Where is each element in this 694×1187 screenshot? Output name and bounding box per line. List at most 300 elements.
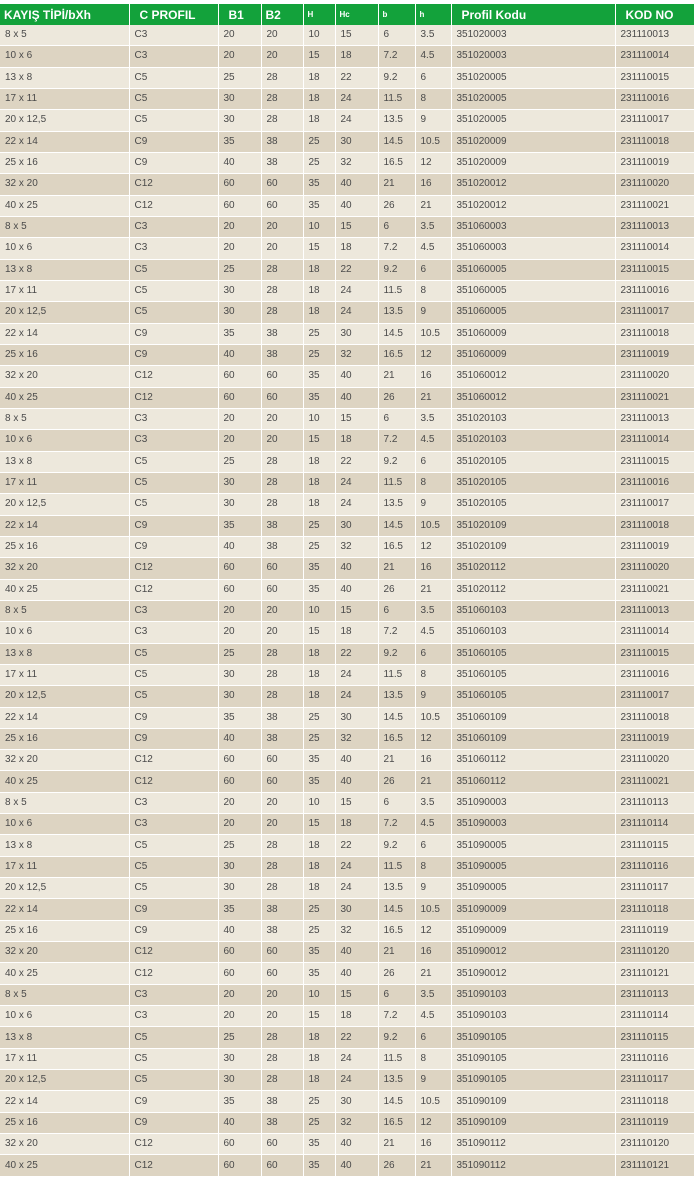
h-cell: 18 [303, 494, 335, 515]
table-row [0, 792, 694, 813]
column-header-b2: B2 [261, 4, 303, 25]
b-cell: 14.5 [378, 323, 415, 344]
h-small-cell: 3.5 [415, 216, 451, 237]
b1-cell: 20 [218, 1006, 261, 1027]
profile-code-cell: 351060012 [451, 366, 615, 387]
column-header-belt-type: KAYIŞ TİPİ/bXh [0, 4, 129, 25]
belt-type-cell: 10 x 6 [0, 622, 129, 643]
column-header-h: H [303, 4, 335, 25]
profile-code-cell: 351060003 [451, 238, 615, 259]
table-row [0, 387, 694, 408]
hc-cell: 32 [335, 536, 378, 557]
profile-code-cell: 351020003 [451, 25, 615, 46]
b1-cell: 20 [218, 622, 261, 643]
h-small-cell: 3.5 [415, 25, 451, 46]
table-row [0, 984, 694, 1005]
profile-code-cell: 351090005 [451, 878, 615, 899]
h-cell: 15 [303, 46, 335, 67]
belt-type-cell: 20 x 12,5 [0, 110, 129, 131]
h-cell: 18 [303, 67, 335, 88]
b1-cell: 60 [218, 174, 261, 195]
b-cell: 13.5 [378, 878, 415, 899]
h-cell: 35 [303, 771, 335, 792]
b-cell: 26 [378, 195, 415, 216]
code-no-cell: 231110020 [615, 558, 694, 579]
table-row [0, 1155, 694, 1176]
b2-cell: 28 [261, 835, 303, 856]
profile-code-cell: 351020109 [451, 515, 615, 536]
belt-type-cell: 13 x 8 [0, 835, 129, 856]
h-small-cell: 21 [415, 771, 451, 792]
h-small-cell: 8 [415, 1048, 451, 1069]
b-cell: 6 [378, 408, 415, 429]
code-no-cell: 231110119 [615, 1112, 694, 1133]
profile-code-cell: 351090012 [451, 942, 615, 963]
code-no-cell: 231110114 [615, 814, 694, 835]
h-cell: 25 [303, 131, 335, 152]
profile-code-cell: 351020012 [451, 195, 615, 216]
profile-code-cell: 351020003 [451, 46, 615, 67]
b1-cell: 25 [218, 451, 261, 472]
b2-cell: 60 [261, 750, 303, 771]
c-profile-cell: C9 [129, 728, 218, 749]
h-small-cell: 16 [415, 558, 451, 579]
b-cell: 16.5 [378, 1112, 415, 1133]
code-no-cell: 231110117 [615, 878, 694, 899]
c-profile-cell: C12 [129, 1134, 218, 1155]
hc-cell: 15 [335, 792, 378, 813]
b2-cell: 28 [261, 878, 303, 899]
h-cell: 15 [303, 1006, 335, 1027]
b1-cell: 30 [218, 878, 261, 899]
hc-cell: 30 [335, 131, 378, 152]
h-small-cell: 9 [415, 686, 451, 707]
h-cell: 35 [303, 174, 335, 195]
hc-cell: 24 [335, 280, 378, 301]
c-profile-cell: C9 [129, 515, 218, 536]
b2-cell: 20 [261, 792, 303, 813]
h-cell: 25 [303, 1112, 335, 1133]
b-cell: 7.2 [378, 814, 415, 835]
code-no-cell: 231110018 [615, 707, 694, 728]
b1-cell: 30 [218, 664, 261, 685]
c-profile-cell: C3 [129, 600, 218, 621]
c-profile-cell: C5 [129, 878, 218, 899]
hc-cell: 40 [335, 750, 378, 771]
code-no-cell: 231110018 [615, 515, 694, 536]
b2-cell: 38 [261, 536, 303, 557]
code-no-cell: 231110013 [615, 600, 694, 621]
profile-code-cell: 351060012 [451, 387, 615, 408]
b1-cell: 60 [218, 1134, 261, 1155]
c-profile-cell: C5 [129, 494, 218, 515]
c-profile-cell: C12 [129, 771, 218, 792]
b-cell: 13.5 [378, 110, 415, 131]
b2-cell: 28 [261, 110, 303, 131]
h-small-cell: 6 [415, 1027, 451, 1048]
h-cell: 18 [303, 1048, 335, 1069]
c-profile-cell: C5 [129, 451, 218, 472]
b1-cell: 30 [218, 1048, 261, 1069]
table-row [0, 323, 694, 344]
belt-type-cell: 10 x 6 [0, 430, 129, 451]
belt-type-cell: 40 x 25 [0, 387, 129, 408]
b-cell: 11.5 [378, 280, 415, 301]
c-profile-cell: C5 [129, 67, 218, 88]
table-row [0, 600, 694, 621]
b2-cell: 38 [261, 1091, 303, 1112]
b-cell: 26 [378, 963, 415, 984]
table-row [0, 302, 694, 323]
h-cell: 18 [303, 88, 335, 109]
c-profile-cell: C3 [129, 792, 218, 813]
table-row [0, 238, 694, 259]
h-small-cell: 21 [415, 195, 451, 216]
h-small-cell: 8 [415, 472, 451, 493]
b2-cell: 60 [261, 1134, 303, 1155]
b1-cell: 20 [218, 430, 261, 451]
code-no-cell: 231110021 [615, 195, 694, 216]
table-row [0, 878, 694, 899]
table-row [0, 494, 694, 515]
belt-type-cell: 8 x 5 [0, 216, 129, 237]
h-cell: 25 [303, 920, 335, 941]
b1-cell: 35 [218, 515, 261, 536]
belt-type-cell: 20 x 12,5 [0, 1070, 129, 1091]
hc-cell: 40 [335, 942, 378, 963]
b2-cell: 28 [261, 259, 303, 280]
c-profile-cell: C12 [129, 579, 218, 600]
h-cell: 10 [303, 216, 335, 237]
b-cell: 7.2 [378, 1006, 415, 1027]
c-profile-cell: C3 [129, 216, 218, 237]
code-no-cell: 231110115 [615, 1027, 694, 1048]
b1-cell: 20 [218, 600, 261, 621]
b1-cell: 35 [218, 707, 261, 728]
b2-cell: 60 [261, 366, 303, 387]
code-no-cell: 231110019 [615, 152, 694, 173]
belt-type-cell: 17 x 11 [0, 664, 129, 685]
hc-cell: 22 [335, 67, 378, 88]
h-cell: 10 [303, 600, 335, 621]
hc-cell: 24 [335, 1070, 378, 1091]
c-profile-cell: C3 [129, 622, 218, 643]
c-profile-cell: C9 [129, 920, 218, 941]
belt-type-cell: 8 x 5 [0, 600, 129, 621]
c-profile-cell: C9 [129, 1091, 218, 1112]
code-no-cell: 231110014 [615, 238, 694, 259]
b1-cell: 20 [218, 25, 261, 46]
b-cell: 7.2 [378, 430, 415, 451]
h-small-cell: 12 [415, 920, 451, 941]
table-row [0, 515, 694, 536]
h-cell: 25 [303, 323, 335, 344]
hc-cell: 24 [335, 110, 378, 131]
hc-cell: 32 [335, 728, 378, 749]
table-row [0, 366, 694, 387]
belt-type-cell: 8 x 5 [0, 408, 129, 429]
b1-cell: 60 [218, 195, 261, 216]
b1-cell: 35 [218, 323, 261, 344]
profile-code-cell: 351090105 [451, 1048, 615, 1069]
table-row [0, 1112, 694, 1133]
h-cell: 35 [303, 387, 335, 408]
hc-cell: 24 [335, 664, 378, 685]
c-profile-cell: C9 [129, 1112, 218, 1133]
hc-cell: 32 [335, 152, 378, 173]
b1-cell: 30 [218, 472, 261, 493]
table-row [0, 259, 694, 280]
h-cell: 18 [303, 259, 335, 280]
code-no-cell: 231110016 [615, 472, 694, 493]
c-profile-cell: C3 [129, 25, 218, 46]
code-no-cell: 231110117 [615, 1070, 694, 1091]
belt-type-cell: 32 x 20 [0, 942, 129, 963]
b-cell: 9.2 [378, 67, 415, 88]
b1-cell: 20 [218, 238, 261, 259]
b1-cell: 20 [218, 216, 261, 237]
b-cell: 21 [378, 558, 415, 579]
h-cell: 15 [303, 430, 335, 451]
b2-cell: 28 [261, 686, 303, 707]
belt-type-cell: 32 x 20 [0, 750, 129, 771]
code-no-cell: 231110121 [615, 963, 694, 984]
b2-cell: 38 [261, 707, 303, 728]
b-cell: 16.5 [378, 152, 415, 173]
hc-cell: 18 [335, 1006, 378, 1027]
profile-code-cell: 351020012 [451, 174, 615, 195]
profile-code-cell: 351020103 [451, 408, 615, 429]
b1-cell: 40 [218, 920, 261, 941]
c-profile-cell: C12 [129, 750, 218, 771]
b1-cell: 60 [218, 963, 261, 984]
c-profile-cell: C5 [129, 280, 218, 301]
h-small-cell: 9 [415, 302, 451, 323]
b1-cell: 25 [218, 643, 261, 664]
table-row [0, 174, 694, 195]
table-row [0, 1027, 694, 1048]
h-cell: 35 [303, 750, 335, 771]
b-cell: 13.5 [378, 1070, 415, 1091]
b2-cell: 28 [261, 88, 303, 109]
table-row [0, 430, 694, 451]
table-row [0, 536, 694, 557]
b-cell: 6 [378, 25, 415, 46]
h-cell: 18 [303, 472, 335, 493]
profile-code-cell: 351090003 [451, 814, 615, 835]
h-cell: 18 [303, 686, 335, 707]
b2-cell: 28 [261, 1070, 303, 1091]
hc-cell: 24 [335, 88, 378, 109]
h-small-cell: 8 [415, 280, 451, 301]
b1-cell: 60 [218, 1155, 261, 1176]
profile-code-cell: 351060105 [451, 686, 615, 707]
h-small-cell: 6 [415, 643, 451, 664]
code-no-cell: 231110113 [615, 792, 694, 813]
b1-cell: 30 [218, 88, 261, 109]
h-cell: 18 [303, 664, 335, 685]
hc-cell: 30 [335, 899, 378, 920]
c-profile-cell: C3 [129, 238, 218, 259]
h-small-cell: 9 [415, 110, 451, 131]
hc-cell: 32 [335, 1112, 378, 1133]
b-cell: 11.5 [378, 664, 415, 685]
code-no-cell: 231110118 [615, 899, 694, 920]
c-profile-cell: C5 [129, 259, 218, 280]
table-row [0, 750, 694, 771]
belt-type-cell: 25 x 16 [0, 728, 129, 749]
b1-cell: 40 [218, 152, 261, 173]
h-cell: 18 [303, 302, 335, 323]
c-profile-cell: C12 [129, 174, 218, 195]
hc-cell: 22 [335, 451, 378, 472]
code-no-cell: 231110017 [615, 686, 694, 707]
b-cell: 16.5 [378, 344, 415, 365]
hc-cell: 40 [335, 366, 378, 387]
b-cell: 13.5 [378, 494, 415, 515]
b1-cell: 20 [218, 792, 261, 813]
profile-code-cell: 351060009 [451, 344, 615, 365]
profile-code-cell: 351090109 [451, 1091, 615, 1112]
profile-code-cell: 351090009 [451, 899, 615, 920]
b2-cell: 20 [261, 622, 303, 643]
b1-cell: 25 [218, 835, 261, 856]
hc-cell: 40 [335, 771, 378, 792]
h-small-cell: 9 [415, 1070, 451, 1091]
h-small-cell: 10.5 [415, 899, 451, 920]
b1-cell: 60 [218, 366, 261, 387]
h-small-cell: 10.5 [415, 323, 451, 344]
belt-type-cell: 10 x 6 [0, 238, 129, 259]
code-no-cell: 231110017 [615, 494, 694, 515]
c-profile-cell: C12 [129, 366, 218, 387]
b2-cell: 38 [261, 323, 303, 344]
c-profile-cell: C5 [129, 110, 218, 131]
belt-type-cell: 20 x 12,5 [0, 302, 129, 323]
h-small-cell: 16 [415, 1134, 451, 1155]
b2-cell: 28 [261, 664, 303, 685]
h-small-cell: 10.5 [415, 515, 451, 536]
profile-code-cell: 351060005 [451, 302, 615, 323]
b2-cell: 20 [261, 600, 303, 621]
c-profile-cell: C3 [129, 1006, 218, 1027]
table-row [0, 1048, 694, 1069]
profile-code-cell: 351020009 [451, 131, 615, 152]
b2-cell: 60 [261, 558, 303, 579]
b-cell: 21 [378, 750, 415, 771]
column-header-h-small: h [415, 4, 451, 25]
belt-type-cell: 17 x 11 [0, 1048, 129, 1069]
c-profile-cell: C5 [129, 835, 218, 856]
table-header-row [0, 4, 694, 25]
code-no-cell: 231110021 [615, 579, 694, 600]
b1-cell: 60 [218, 942, 261, 963]
belt-type-cell: 25 x 16 [0, 1112, 129, 1133]
c-profile-cell: C5 [129, 856, 218, 877]
profile-code-cell: 351060112 [451, 750, 615, 771]
h-small-cell: 4.5 [415, 814, 451, 835]
b-cell: 26 [378, 579, 415, 600]
c-profile-cell: C9 [129, 536, 218, 557]
b2-cell: 38 [261, 131, 303, 152]
c-profile-cell: C12 [129, 1155, 218, 1176]
profile-code-cell: 351090103 [451, 984, 615, 1005]
h-cell: 18 [303, 451, 335, 472]
belt-type-cell: 17 x 11 [0, 472, 129, 493]
table-row [0, 1134, 694, 1155]
b2-cell: 28 [261, 643, 303, 664]
b1-cell: 40 [218, 344, 261, 365]
belt-type-cell: 25 x 16 [0, 152, 129, 173]
code-no-cell: 231110020 [615, 366, 694, 387]
column-header-b: b [378, 4, 415, 25]
code-no-cell: 231110118 [615, 1091, 694, 1112]
belt-type-cell: 22 x 14 [0, 899, 129, 920]
table-row [0, 408, 694, 429]
b1-cell: 20 [218, 408, 261, 429]
b-cell: 7.2 [378, 238, 415, 259]
b-cell: 9.2 [378, 1027, 415, 1048]
b-cell: 21 [378, 174, 415, 195]
b2-cell: 28 [261, 451, 303, 472]
h-small-cell: 8 [415, 664, 451, 685]
code-no-cell: 231110013 [615, 408, 694, 429]
b2-cell: 60 [261, 963, 303, 984]
b-cell: 9.2 [378, 835, 415, 856]
b1-cell: 30 [218, 494, 261, 515]
code-no-cell: 231110017 [615, 110, 694, 131]
b1-cell: 30 [218, 280, 261, 301]
b2-cell: 20 [261, 984, 303, 1005]
h-cell: 15 [303, 814, 335, 835]
b1-cell: 25 [218, 1027, 261, 1048]
table-row [0, 920, 694, 941]
h-small-cell: 6 [415, 67, 451, 88]
h-small-cell: 12 [415, 728, 451, 749]
belt-type-cell: 22 x 14 [0, 515, 129, 536]
b-cell: 16.5 [378, 728, 415, 749]
h-small-cell: 12 [415, 344, 451, 365]
h-cell: 18 [303, 878, 335, 899]
belt-type-cell: 20 x 12,5 [0, 686, 129, 707]
code-no-cell: 231110015 [615, 67, 694, 88]
h-small-cell: 4.5 [415, 622, 451, 643]
b2-cell: 28 [261, 280, 303, 301]
b1-cell: 40 [218, 1112, 261, 1133]
code-no-cell: 231110021 [615, 771, 694, 792]
b2-cell: 60 [261, 195, 303, 216]
h-cell: 15 [303, 238, 335, 259]
b2-cell: 60 [261, 942, 303, 963]
b2-cell: 20 [261, 814, 303, 835]
b2-cell: 28 [261, 494, 303, 515]
h-small-cell: 3.5 [415, 408, 451, 429]
b-cell: 21 [378, 942, 415, 963]
b-cell: 21 [378, 366, 415, 387]
h-cell: 10 [303, 25, 335, 46]
h-cell: 35 [303, 579, 335, 600]
b-cell: 14.5 [378, 899, 415, 920]
table-row [0, 451, 694, 472]
c-profile-cell: C3 [129, 46, 218, 67]
h-small-cell: 3.5 [415, 984, 451, 1005]
h-cell: 35 [303, 942, 335, 963]
c-profile-cell: C3 [129, 408, 218, 429]
h-cell: 35 [303, 1134, 335, 1155]
table-row [0, 622, 694, 643]
table-row [0, 131, 694, 152]
code-no-cell: 231110015 [615, 643, 694, 664]
